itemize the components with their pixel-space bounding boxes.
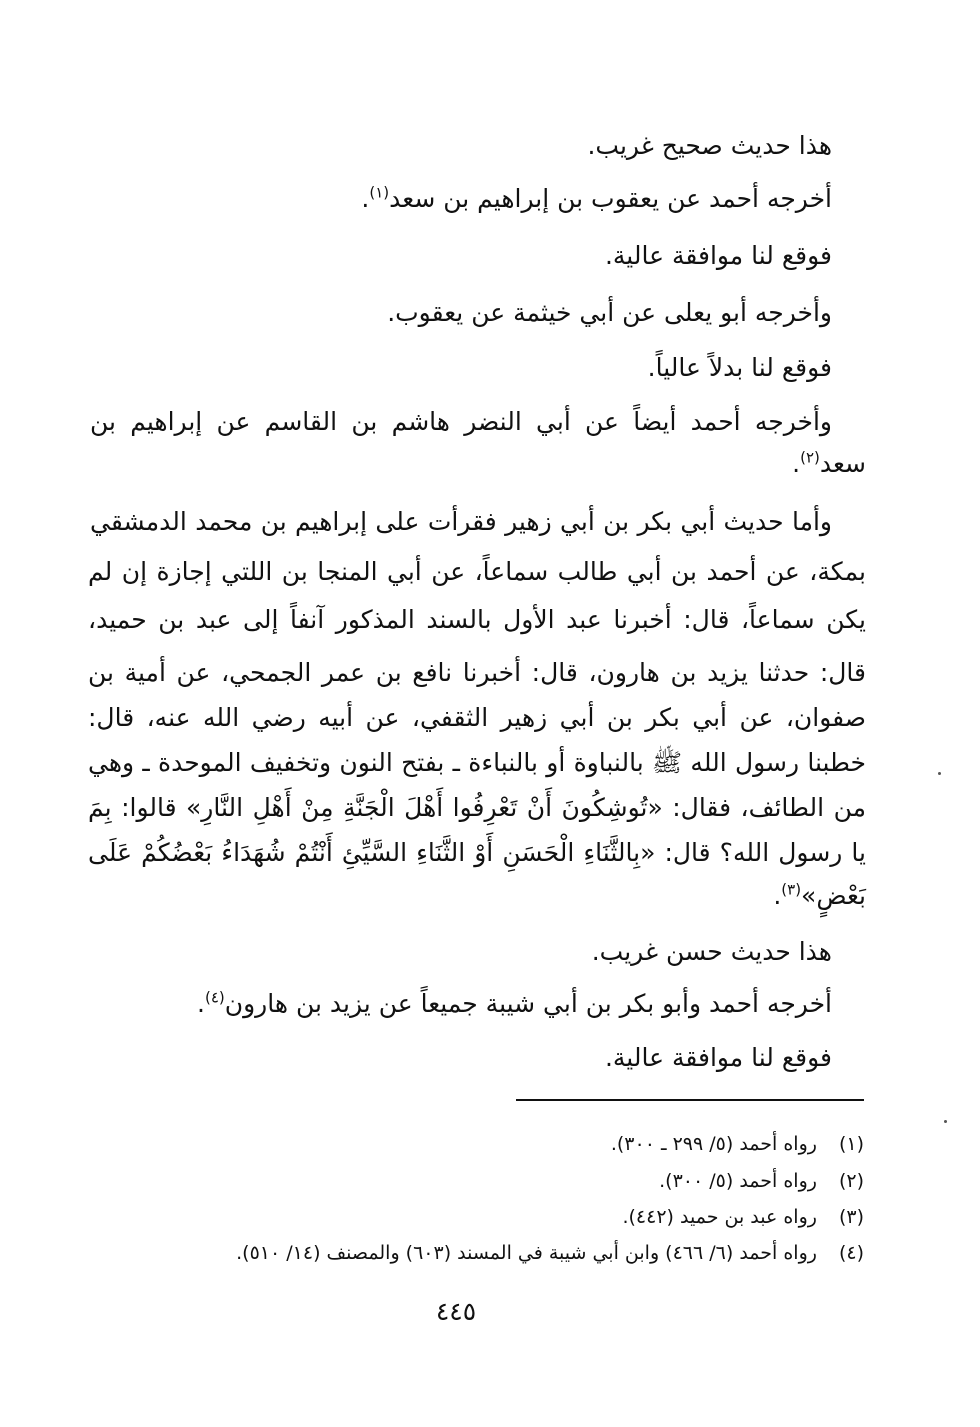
footnote-marker-4: (٤)	[204, 988, 225, 1007]
body-line-4: وأخرجه أبو يعلى عن أبي خيثمة عن يعقوب.	[387, 298, 832, 327]
footnote-marker-3: (٣)	[781, 880, 802, 899]
page-number: ٤٤٥	[435, 1297, 477, 1326]
body-line-15: يا رسول الله؟ قال: «بِالثَّنَاءِ الْحَسَنِ أَوْ الثَّنَاءِ السَّيِّئِ أَنْتُمْ شُهَدَاءُ بَعْضُكُمْ عَلَى	[88, 838, 866, 867]
body-line-18	[197, 986, 832, 1022]
end-dot: .	[361, 184, 370, 213]
scan-speck	[944, 1120, 947, 1123]
footnote-2	[659, 1167, 864, 1195]
footnote-3-number: (٣)	[838, 1206, 864, 1228]
body-line-5: فوقع لنا بدلاً عالياً.	[647, 353, 832, 382]
body-line-8: وأما حديث أبي بكر بن أبي زهير فقرأت على إبراهيم بن محمد الدمشقي	[90, 507, 832, 536]
body-line-2	[361, 181, 832, 217]
body-line-14: من الطائف، فقال: «تُوشِكُونَ أَنْ تَعْرِفُوا أَهْلَ الْجَنَّةِ مِنْ أَهْلِ النَّارِ» قالوا: بِمَ	[88, 793, 866, 822]
footnote-1	[611, 1130, 864, 1158]
footnote-2-number: (٢)	[838, 1170, 864, 1192]
body-line-3: فوقع لنا موافقة عالية.	[604, 241, 832, 270]
body-line-13: خطبنا رسول الله ﷺ بالنباوة أو بالنباءة ـ بفتح النون وتخفيف الموحدة ـ وهي	[88, 748, 866, 777]
body-line-18-text: أخرجه أحمد وأبو بكر بن أبي شيبة جميعاً عن يزيد بن هارون	[224, 989, 832, 1018]
footnote-1-text: رواه أحمد (٥/ ٢٩٩ ـ ٣٠٠).	[610, 1133, 817, 1155]
body-line-9: بمكة، عن أحمد بن أبي طالب سماعاً، عن أبي المنجا بن اللتي إجازة إن لم	[88, 557, 866, 586]
body-line-17: هذا حديث حسن غريب.	[591, 937, 832, 966]
footnote-marker-1: (١)	[369, 183, 390, 202]
footnote-3-text: رواه عبد بن حميد (٤٤٢).	[622, 1206, 817, 1228]
body-line-11: قال: حدثنا يزيد بن هارون، قال: أخبرنا نافع بن عمر الجمحي، عن أمية بن	[88, 658, 866, 687]
footnote-divider	[516, 1099, 864, 1101]
body-line-7	[792, 446, 866, 482]
scan-speck	[938, 772, 941, 775]
footnote-4	[236, 1239, 864, 1267]
end-dot: .	[773, 881, 782, 910]
body-line-1: هذا حديث صحيح غريب.	[587, 131, 832, 160]
body-line-7-text: سعد	[819, 449, 866, 478]
body-line-2-text: أخرجه أحمد عن يعقوب بن إبراهيم بن سعد	[389, 184, 832, 213]
footnote-2-text: رواه أحمد (٥/ ٣٠٠).	[659, 1170, 817, 1192]
body-line-19: فوقع لنا موافقة عالية.	[604, 1043, 832, 1072]
footnote-1-number: (١)	[838, 1133, 864, 1155]
body-line-12: صفوان، عن أبي بكر بن أبي زهير الثقفي، عن أبيه رضي الله عنه، قال:	[88, 703, 866, 732]
end-dot: .	[792, 449, 801, 478]
footnote-marker-2: (٢)	[800, 448, 820, 467]
footnote-4-text: رواه أحمد (٦/ ٤٦٦) وابن أبي شيبة في المسند (٦٠٣) والمصنف (١٤/ ٥١٠).	[236, 1242, 817, 1264]
footnote-3	[622, 1203, 864, 1231]
body-line-16	[773, 878, 866, 914]
body-line-10: يكن سماعاً، قال: أخبرنا عبد الأول بالسند المذكور آنفاً إلى عبد بن حميد،	[88, 605, 866, 634]
body-line-6: وأخرجه أحمد أيضاً عن أبي النضر هاشم بن القاسم عن إبراهيم بن	[90, 407, 832, 436]
body-line-16-text: بَعْضٍ»	[801, 881, 866, 910]
end-dot: .	[197, 989, 205, 1018]
footnote-4-number: (٤)	[838, 1242, 864, 1264]
